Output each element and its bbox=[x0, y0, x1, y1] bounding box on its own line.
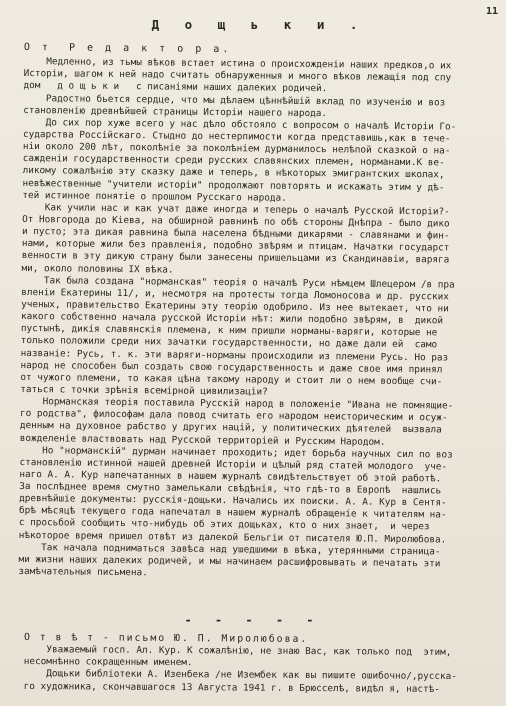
text-line: До сих пор хуже всего у нас дѣло обстояло с вопросом о началѣ Исторiи Го- bbox=[23, 116, 457, 133]
text-line: Так начала подниматься завѣса над ушедшими в вѣка, утерянными страница- bbox=[18, 541, 441, 558]
text-line: замѣчательныя письмена. bbox=[18, 566, 148, 579]
text-line: нѣкоторое время пришел отвѣт из далекой Бельгiи от писателя Ю.П. Миролюбова. bbox=[18, 529, 447, 546]
text-line: древнѣйшiе документы: русскiя-дощьки. Начались их поиски. А. А. Кур в Сентя- bbox=[19, 493, 447, 509]
text-line: Уважаемый госп. Ал. Кур. К сожалѣнiю, не знаю Вас, как только под этим, bbox=[23, 644, 452, 659]
text-line: ми, около половины IX вѣка. bbox=[21, 262, 174, 276]
text-line: го художника, скончавшагося 13 Августа 1941 г. в Брюсселѣ, видѣл я, настѣ- bbox=[23, 680, 440, 695]
text-line: дом д о щ ь к и с писанiями наших далеких родичей. bbox=[23, 80, 328, 95]
text-line: от чужого племени, то какая цѣна такому народу и стоит ли о нем вообще счи- bbox=[20, 371, 443, 388]
text-line: сударства Россiйскаго. Стыдно до нестерпимости когда представишь,как в тече- bbox=[22, 128, 451, 145]
text-line: нiи около 200 лѣт, поколѣнiе за поколѣнiем дурманилось нелѣпой сказкой о на- bbox=[22, 141, 451, 157]
text-line: брѣ мѣсяцѣ текущего года напечатал в нашем журналѣ обращенiе к читателям на- bbox=[18, 505, 447, 521]
text-line: венности в эту дикую страну были занесены пришельцами из Скандинавiи, варяга bbox=[21, 250, 450, 266]
text-line: невѣжественные "учители исторiи" продолжают повторять и искажать этим у дѣ- bbox=[22, 177, 445, 193]
text-line: Норманская теорiя поставила Русскiй народ в положенiе "Ивана не помнящие- bbox=[20, 396, 454, 412]
text-line: становленiю древнѣйшей страницы Исторiи нашего народа. bbox=[23, 104, 328, 119]
text-line: и пусто; эта дикая равнина была населена бѣдными дикарями - славянами и фин- bbox=[21, 226, 450, 242]
text-line: с просьбой сообщить что-нибудь об этих дощьках, кто о них знает, и через bbox=[18, 517, 430, 533]
editorial-section bbox=[18, 38, 502, 583]
text-line: только положили среди них зачатки государственности, но даже дали ей само bbox=[20, 335, 438, 351]
text-line: названiе: Русь, т. к. эти варяги-норманы происходили из племени Русь. Но раз bbox=[20, 347, 449, 363]
editorial-text bbox=[18, 56, 501, 583]
reply-section bbox=[24, 632, 502, 696]
text-line: тей истинное понятiе о прошлом Русскаго народа. bbox=[22, 189, 287, 204]
text-line: За послѣднее время смутно замелькали свѣдѣнiя, что гдѣ-то в Европѣ нашлись bbox=[19, 481, 442, 497]
text-line: вленiи Екатерины 11/, и, несмотря на протесты тогда Ломоносова и др. русских bbox=[21, 286, 449, 303]
text-line: несомнѣнно сокращенным именем. bbox=[23, 656, 193, 669]
text-line: таться с точки зрѣнiя всемiрной цивилизацiи? bbox=[20, 383, 268, 398]
text-line: Но "норманскiй" дурман начинает проходить; идет борьба научных сил по воз bbox=[19, 444, 453, 461]
page-title: Д о щ ь к и . bbox=[151, 17, 367, 32]
text-line: го родства", философам дала повод считать его народом неисторическим и осуж- bbox=[20, 408, 448, 424]
text-line: становленiю истинной нашей древней Исторiи и цѣлый ряд статей молодого уче- bbox=[19, 456, 448, 473]
section-separator: - - - - - bbox=[184, 613, 322, 627]
text-line: народ не способен был создать свою государственность и даже свое имя принял bbox=[20, 359, 443, 376]
reply-text bbox=[24, 644, 502, 696]
text-line: ликому сожалѣнiю эту сказку даже и теперь, в нѣкоторых эмигрантских школах, bbox=[22, 165, 445, 181]
text-line: Так была создана "норманская" теорiя о началѣ Руси нѣмцем Шлецером /в пра bbox=[21, 274, 455, 291]
text-line: ученых, правительство Екатерины эту теорiю одобрило. Из нее вытекает, что ни bbox=[21, 298, 449, 315]
page-number: 11 bbox=[485, 6, 498, 17]
text-line: От Новгорода до Кiева, на обширной равнинѣ по обѣ стороны Днѣпра - было дико bbox=[22, 213, 450, 230]
text-line: Радостно бьется сердце, что мы дѣлаем цѣннѣйшiй вклад по изученiю и воз bbox=[23, 92, 446, 108]
reply-heading: О т в ѣ т - письмо Ю. П. Миролюбова. bbox=[23, 632, 309, 645]
text-line: Медленно, из тьмы вѣков встает истина о происхожденiи наших предков,о их bbox=[23, 56, 452, 72]
text-line: Исторiи, шагом к ней надо считать обнаруженныя и много вѣков лежащiя под спу bbox=[23, 68, 452, 84]
text-line: Дощьки библiотеки А. Изенбека /не Изембек как вы пишите ошибочно/,русска- bbox=[23, 668, 457, 683]
text-line: наго А. А. Кур напечатанных в нашем журналѣ свидѣтельствует об этой работѣ. bbox=[19, 468, 442, 485]
text-line: Как учили нас и как учат даже иногда и теперь о началѣ Русской Исторiи?- bbox=[22, 201, 450, 218]
text-line: нами, которые жили без правленiя, подобно звѣрям и птицам. Начатки государст bbox=[21, 238, 450, 254]
text-line: сажденiи государственности среди русских славянских племен, норманами.К ве- bbox=[22, 153, 445, 169]
editorial-heading: О т Р е д а к т о р а. bbox=[23, 41, 232, 56]
text-line: ми жизни наших далеких родичей, и мы начинаем расшифровывать и печатать эти bbox=[18, 553, 441, 570]
text-line: какого собственно начала русской Исторiи нѣт: жили подобно звѣрям, в дикой bbox=[21, 311, 444, 327]
text-line: денным на духовное рабство у других нацiй, у политических дѣятелей вызвала bbox=[19, 420, 442, 436]
text-line: вожделенiе властвовать над Русской территорiей и Русским Народом. bbox=[19, 432, 386, 448]
text-line: пустынѣ, дикiя славянскiя племена, к ним пришли норманы-варяги, которые не bbox=[20, 323, 438, 339]
